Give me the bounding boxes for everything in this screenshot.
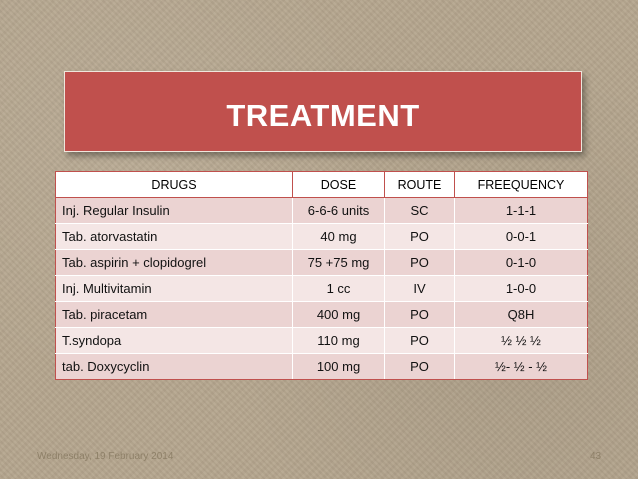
table-row [56,276,588,302]
table-row [56,328,588,354]
drug-cell: Tab. atorvastatin [56,224,293,250]
header-drugs: DRUGS [56,172,293,198]
dose-cell: 100 mg [293,354,385,380]
dose-cell: 1 cc [293,276,385,302]
table-row [56,198,588,224]
route-cell: PO [385,328,455,354]
drug-cell: tab. Doxycyclin [56,354,293,380]
route-cell: PO [385,250,455,276]
table-header-row [56,172,588,198]
table-row [56,354,588,380]
route-cell: PO [385,354,455,380]
dose-cell: 400 mg [293,302,385,328]
dose-cell: 6-6-6 units [293,198,385,224]
slide-title: TREATMENT [226,98,420,133]
drug-cell: T.syndopa [56,328,293,354]
table-row [56,224,588,250]
title-banner [64,71,582,152]
treatment-table [55,171,588,380]
drug-cell: Tab. aspirin + clopidogrel [56,250,293,276]
route-cell: IV [385,276,455,302]
table-row [56,302,588,328]
page-number: 43 [590,451,602,462]
drug-cell: Tab. piracetam [56,302,293,328]
header-frequency: FREEQUENCY [455,172,588,198]
header-route: ROUTE [385,172,455,198]
frequency-cell: 1-0-0 [455,276,588,302]
frequency-cell: ½- ½ - ½ [455,354,588,380]
drug-cell: Inj. Multivitamin [56,276,293,302]
route-cell: SC [385,198,455,224]
frequency-cell: 0-0-1 [455,224,588,250]
table-row [56,250,588,276]
dose-cell: 110 mg [293,328,385,354]
footer-date: Wednesday, 19 February 2014 [37,451,174,462]
frequency-cell: Q8H [455,302,588,328]
drug-cell: Inj. Regular Insulin [56,198,293,224]
header-dose: DOSE [293,172,385,198]
route-cell: PO [385,224,455,250]
dose-cell: 40 mg [293,224,385,250]
frequency-cell: 1-1-1 [455,198,588,224]
dose-cell: 75 +75 mg [293,250,385,276]
frequency-cell: ½ ½ ½ [455,328,588,354]
route-cell: PO [385,302,455,328]
frequency-cell: 0-1-0 [455,250,588,276]
